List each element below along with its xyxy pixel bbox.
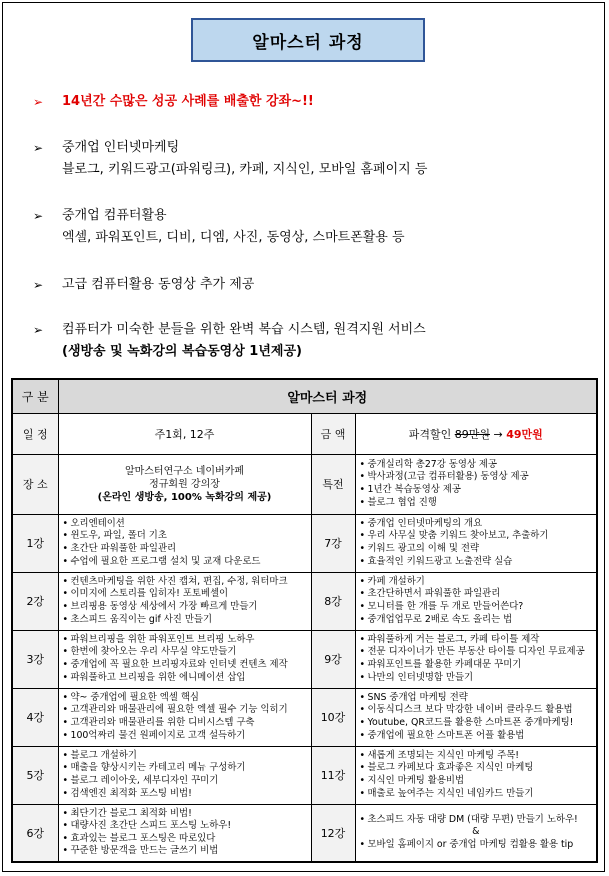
- lesson-row: [12, 514, 597, 572]
- list-item: • 수업에 필요한 프로그램 설치 및 교재 다운로드: [63, 556, 307, 569]
- lesson-row: [12, 746, 597, 804]
- list-item: • 파워풀하고 브리핑을 위한 에니메이션 삽입: [63, 672, 307, 685]
- list-item: • 새롭게 조명되는 지식인 마케팅 주목!: [360, 750, 593, 763]
- list-item: • 파워브리핑을 위한 파워포인트 브리핑 노하우: [63, 634, 307, 647]
- lesson-topics: [58, 688, 311, 746]
- bullet-subtext: (생방송 및 녹화강의 복습동영상 1년제공): [62, 344, 302, 359]
- list-item: • 이동식디스크 보다 막강한 네이버 클라우드 활용법: [360, 704, 593, 717]
- lesson-row: [12, 630, 597, 688]
- list-item: • 중개업에 꼭 필요한 브리핑자료와 인터넷 컨텐츠 제작: [63, 659, 307, 672]
- schedule-row: [12, 413, 597, 454]
- list-item: • 키워드 광고의 이해 및 전략: [360, 543, 593, 556]
- lesson-row: [12, 804, 597, 862]
- list-item: &: [472, 826, 480, 838]
- price-new: 49만원: [506, 427, 543, 441]
- list-item: • 오리엔테이션: [63, 518, 307, 531]
- lesson-number: 10강: [311, 688, 355, 746]
- lesson-number: 1강: [12, 514, 58, 572]
- list-item: • 중개실리학 총27강 동영상 제공: [360, 459, 593, 472]
- lesson-topics: [58, 804, 311, 862]
- price-prefix: 파격할인: [408, 427, 455, 441]
- place-line: 알마스터연구소 네이버카페: [124, 465, 245, 477]
- arrow-icon: ➢: [33, 141, 44, 155]
- list-item: • 꾸준한 방문객을 만드는 글쓰기 비법: [63, 845, 307, 858]
- list-item: • 컨텐츠마케팅을 위한 사진 캡쳐, 편집, 수정, 워터마크: [63, 576, 307, 589]
- benefit-label: 특전: [311, 454, 355, 514]
- lesson-row: [12, 688, 597, 746]
- curriculum-table: [11, 378, 598, 863]
- list-item: • 100억짜리 물건 원페이지로 고객 설득하기: [63, 730, 307, 743]
- arrow-icon: ➢: [33, 278, 44, 292]
- lesson-number: 11강: [311, 746, 355, 804]
- list-item: • 지식인 마케팅 활용비법: [360, 775, 593, 788]
- price-label: 금 액: [311, 413, 355, 454]
- list-item: • 초스피드 움직이는 gif 사진 만들기: [63, 614, 307, 627]
- list-item: • 효율적인 키워드광고 노출전략 실습: [360, 556, 593, 569]
- list-item: • 1년간 복습동영상 제공: [360, 484, 593, 497]
- lesson-number: 7강: [311, 514, 355, 572]
- list-item: • 브리핑용 동영상 세상에서 가장 빠르게 만들기: [63, 601, 307, 614]
- bullet-2: [33, 137, 593, 181]
- list-item: • 대량사진 초간단 스피드 포스팅 노하우!: [63, 820, 307, 833]
- lesson-topics: [355, 688, 597, 746]
- list-item: • 박사과정(고급 컴퓨터활용) 동영상 제공: [360, 471, 593, 484]
- lesson-number: 12강: [311, 804, 355, 862]
- list-item: • 약~ 중개업에 필요한 엑셀 핵심: [63, 692, 307, 705]
- bullet-text: 14년간 수많은 성공 사례를 배출한 강좌~!!: [62, 94, 314, 109]
- price-old: 89만원: [454, 427, 490, 441]
- list-item: • 블로그 개설하기: [63, 750, 307, 763]
- bullet-4: [33, 274, 593, 296]
- list-item: • 파워포인트를 활용한 카페대문 꾸미기: [360, 659, 593, 672]
- page-title: 알마스터 과정: [191, 18, 425, 62]
- lesson-topics: [58, 514, 311, 572]
- list-item: • 중개업에 필요한 스마트폰 어플 활용법: [360, 730, 593, 743]
- list-item: • 블로그 카페보다 효과좋은 지식인 마케팅: [360, 762, 593, 775]
- list-item: • 중개업업무로 2배로 속도 올리는 법: [360, 614, 593, 627]
- lesson-number: 5강: [12, 746, 58, 804]
- list-item: • 이미지에 스토리를 입히자! 포토베셀이: [63, 588, 307, 601]
- bullet-subtext: 엑셀, 파워포인트, 디비, 디엠, 사진, 동영상, 스마트폰활용 등: [62, 230, 405, 245]
- list-item: • 효과있는 블로그 포스팅은 따로있다: [63, 833, 307, 846]
- lesson-topics: [355, 630, 597, 688]
- list-item: • 초간단하면서 파워풀한 파일관리: [360, 588, 593, 601]
- list-item: • 나만의 인터넷명함 만들기: [360, 672, 593, 685]
- bullet-text: 고급 컴퓨터활용 동영상 추가 제공: [62, 277, 255, 292]
- lesson-number: 3강: [12, 630, 58, 688]
- lesson-number: 6강: [12, 804, 58, 862]
- lesson-number: 4강: [12, 688, 58, 746]
- lesson-topics: [355, 746, 597, 804]
- list-item: • 파워풀하게 거는 블로그, 카페 타이틀 제작: [360, 634, 593, 647]
- list-item: • 모니터를 한 개를 두 개로 만들어쓴다?: [360, 601, 593, 614]
- table-header-row: [12, 379, 597, 413]
- arrow-icon: ➢: [33, 209, 44, 223]
- lesson-topics: [355, 514, 597, 572]
- lesson-row: [12, 572, 597, 630]
- list-item: • 고객관리와 매물관리를 위한 디비시스템 구축: [63, 717, 307, 730]
- place-label: 장 소: [12, 454, 58, 514]
- lesson-topics: [58, 746, 311, 804]
- bullet-text: 컴퓨터가 미숙한 분들을 위한 완벽 복습 시스템, 원격지원 서비스: [62, 322, 426, 337]
- list-item: • 매출로 높여주는 지식인 네임카드 만들기: [360, 788, 593, 801]
- header-value: 알마스터 과정: [58, 379, 597, 413]
- lesson-topics: [58, 630, 311, 688]
- list-item: • SNS 중개업 마케팅 전략: [360, 692, 593, 705]
- list-item: • 검색엔진 최적화 포스팅 비법!: [63, 788, 307, 801]
- arrow-icon: ➢: [33, 323, 44, 337]
- list-item: • 고객관리와 매물관리에 필요한 엑셀 필수 기능 익히기: [63, 704, 307, 717]
- list-item: • 한번에 찾아오는 우리 사무실 약도만들기: [63, 646, 307, 659]
- bullet-text: 중개업 인터넷마케팅: [62, 140, 180, 155]
- list-item: • 블로그 레이아웃, 세부디자인 꾸미기: [63, 775, 307, 788]
- place-line: 정규회원 강의장: [149, 478, 220, 490]
- arrow-icon: ➢: [33, 95, 44, 109]
- list-item: • 매출을 향상시키는 카테고리 메뉴 구성하기: [63, 762, 307, 775]
- list-item: • 초스피드 자동 대량 DM (대량 무편) 만들기 노하우!: [360, 814, 593, 827]
- bullet-3: [33, 205, 593, 249]
- bullet-5: [33, 319, 593, 363]
- price-arrow: →: [489, 427, 507, 441]
- schedule-value: 주1회, 12주: [58, 413, 311, 454]
- list-item: • 전문 디자이너가 만든 부동산 타이틀 디자인 무료제공: [360, 646, 593, 659]
- lesson-number: 2강: [12, 572, 58, 630]
- lesson-number: 8강: [311, 572, 355, 630]
- list-item: • Youtube, QR코드를 활용한 스마트폰 중개마케팅!: [360, 717, 593, 730]
- bullet-text: 중개업 컴퓨터활용: [62, 208, 167, 223]
- list-item: • 우리 사무실 맞춤 키워드 찾아보고, 추출하기: [360, 530, 593, 543]
- list-item: • 블로그 협업 진행: [360, 497, 593, 510]
- list-item: • 중개업 인터넷마케팅의 개요: [360, 518, 593, 531]
- schedule-label: 일 정: [12, 413, 58, 454]
- list-item: • 모바일 홈페이지 or 중개업 마케팅 컴활용 활용 tip: [360, 839, 593, 852]
- lesson-topics: [355, 572, 597, 630]
- bullet-subtext: 블로그, 키워드광고(파워링크), 카페, 지식인, 모바일 홈페이지 등: [62, 162, 428, 177]
- bullet-1: [33, 91, 593, 113]
- header-label: 구 분: [12, 379, 58, 413]
- place-row: [12, 454, 597, 514]
- price-value: [355, 413, 597, 454]
- list-item: • 초간단 파워풀한 파일관리: [63, 543, 307, 556]
- lesson-topics: [58, 572, 311, 630]
- lesson-number: 9강: [311, 630, 355, 688]
- lesson-topics: [355, 804, 597, 862]
- list-item: • 윈도우, 파일, 폴더 기초: [63, 530, 307, 543]
- benefit-list: [355, 454, 597, 514]
- place-line: (온라인 생방송, 100% 녹화강의 제공): [97, 491, 272, 503]
- list-item: • 카페 개설하기: [360, 576, 593, 589]
- list-item: • 최단기간 블로그 최적화 비법!: [63, 808, 307, 821]
- place-value: [58, 454, 311, 514]
